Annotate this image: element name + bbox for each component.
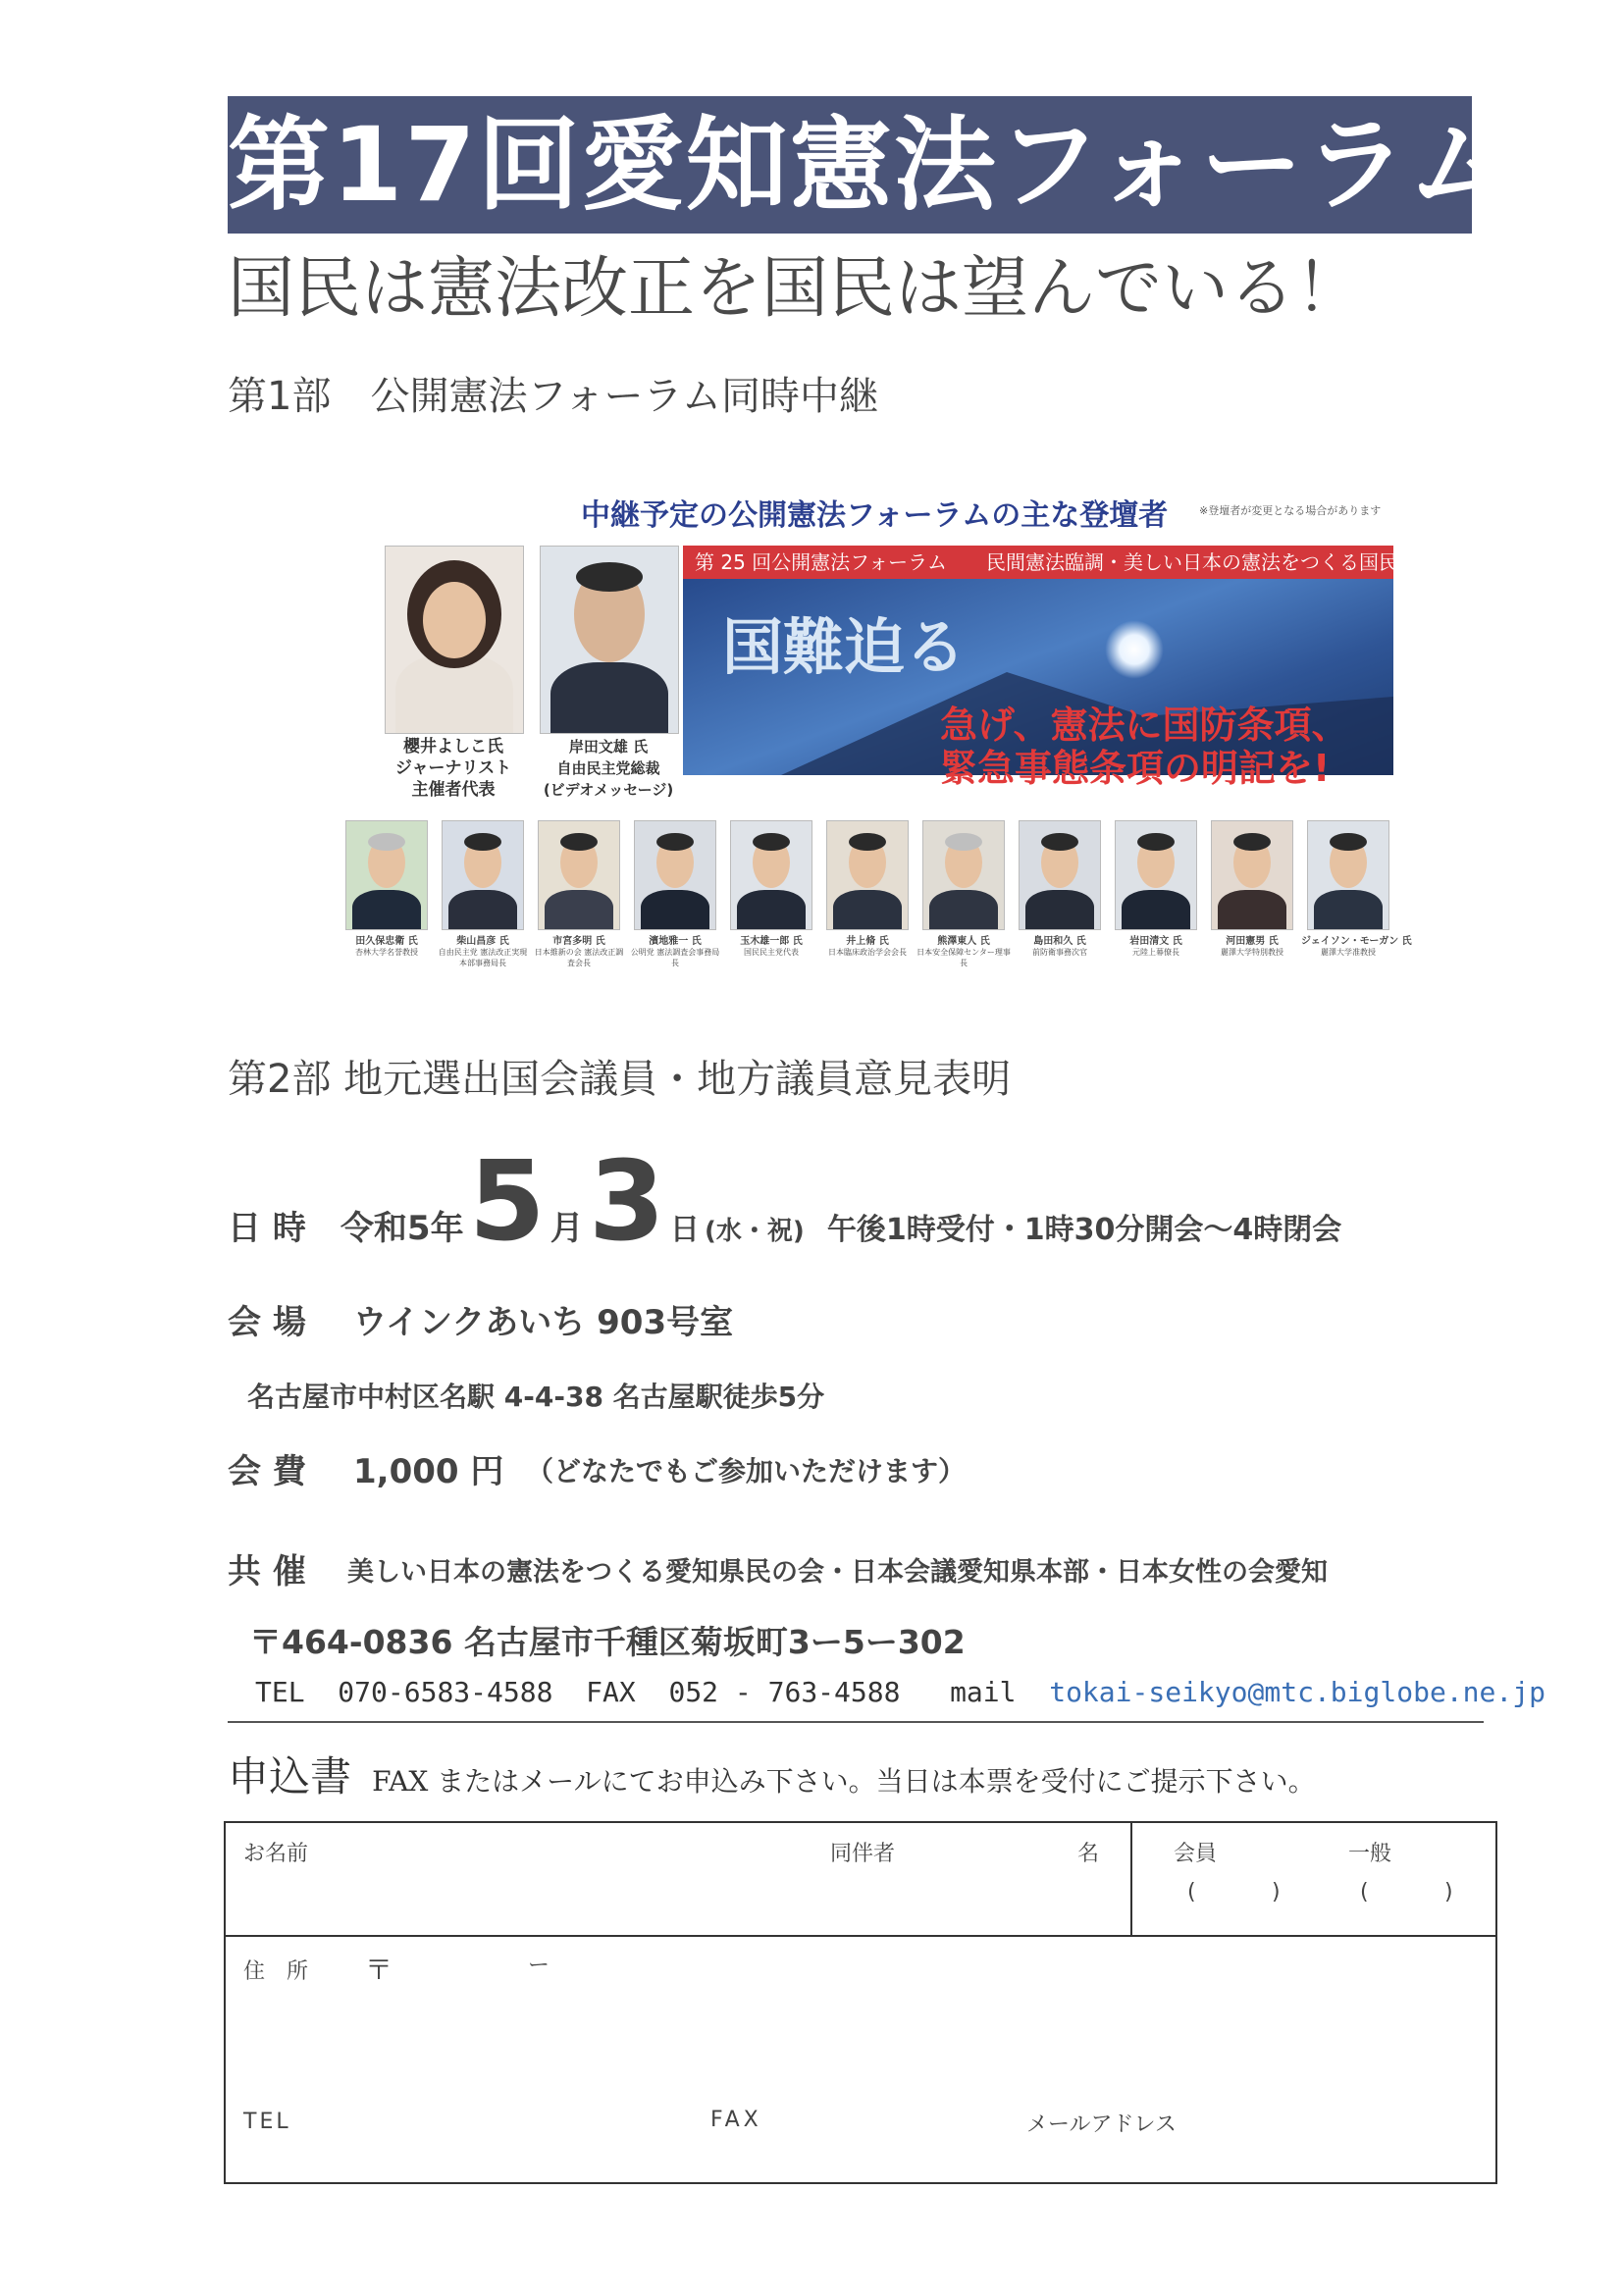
page-title: 第17回愛知憲法フォーラム <box>228 105 1512 225</box>
fax-number: 052 - 763-4588 <box>668 1676 901 1708</box>
name-label: お名前 <box>243 1842 309 1866</box>
member-checkbox[interactable]: ( ) <box>1187 1880 1281 1905</box>
speaker-photo <box>345 820 428 930</box>
speaker-photo <box>922 820 1005 930</box>
date-era: 令和5年 <box>340 1209 464 1248</box>
fax-label: FAX <box>586 1676 636 1708</box>
date-label: 日 時 <box>228 1209 306 1248</box>
speaker-photo <box>1019 820 1101 930</box>
mail-label: mail <box>950 1676 1017 1708</box>
speaker-photo <box>1211 820 1293 930</box>
speaker-caption: 河田憲男 氏 麗澤大学特別教授 <box>1221 936 1283 957</box>
venue-name: ウインクあいち 903号室 <box>353 1303 734 1342</box>
speaker-photo <box>1307 820 1389 930</box>
speaker-photo <box>540 546 679 734</box>
promo-heading: 中継予定の公開憲法フォーラムの主な登壇者 <box>581 498 1169 533</box>
companion-unit: 名 <box>1077 1842 1100 1866</box>
tel-number: 070-6583-4588 <box>338 1676 553 1708</box>
fee-note: （どなたでもご参加いただけます） <box>526 1455 967 1487</box>
fax-label: FAX <box>710 2108 762 2132</box>
form-title: 申込書 <box>228 1752 352 1800</box>
banner-slogan-1: 急げ、憲法に国防条項、 <box>940 704 1349 747</box>
speaker-caption: 岸田文雄 氏 自由民主党総裁 (ビデオメッセージ) <box>543 738 674 799</box>
speaker-photo <box>385 546 524 734</box>
postal-dash: ー <box>528 1954 550 1978</box>
forum-banner <box>683 579 1393 790</box>
speaker-photo <box>826 820 909 930</box>
speaker-caption: 岩田清文 氏 元陸上幕僚長 <box>1129 936 1182 957</box>
date-weekday: (水・祝) <box>704 1217 805 1246</box>
forum-banner-header: 第 25 回公開憲法フォーラム 民間憲法臨調・美しい日本の憲法をつくる国民の会 共催行事 <box>683 546 1393 579</box>
companion-field[interactable] <box>922 1833 1089 1872</box>
speaker-caption: 島田和久 氏 前防衛事務次官 <box>1032 936 1087 957</box>
tel-label: TEL <box>255 1676 305 1708</box>
event-date <box>228 1138 1342 1266</box>
date-day-unit: 日 <box>669 1213 700 1247</box>
divider <box>228 1721 1484 1723</box>
date-day: 3 <box>588 1138 665 1266</box>
date-month: 5 <box>468 1138 546 1266</box>
address-field[interactable] <box>402 1947 1472 2084</box>
divider <box>1130 1823 1132 1935</box>
date-time: 午後1時受付・1時30分開会～4時閉会 <box>826 1213 1342 1247</box>
member-label: 会員 <box>1174 1842 1218 1866</box>
speaker-photo <box>442 820 524 930</box>
fee-amount: 1,000 円 <box>353 1452 504 1491</box>
subtitle: 国民は憲法改正を国民は望んでいる！ <box>228 250 1363 328</box>
speaker-caption: 井上脩 氏 日本臨床政治学会会長 <box>828 936 907 957</box>
title-banner <box>228 96 1512 234</box>
email-label: メールアドレス <box>1026 2113 1177 2137</box>
speaker-caption: 濱地雅一 氏 公明党 憲法調査会事務局長 <box>630 936 720 967</box>
companion-label: 同伴者 <box>830 1842 896 1866</box>
sponsor-label: 共 催 <box>228 1552 306 1592</box>
speaker-caption: 櫻井よしこ氏 ジャーナリスト 主催者代表 <box>394 737 512 800</box>
banner-slogan-2: 緊急事態条項の明記を! <box>940 747 1331 790</box>
speaker-caption: 市宮多明 氏 日本維新の会 憲法改正調査会長 <box>534 936 624 967</box>
date-month-unit: 月 <box>550 1209 584 1248</box>
part2-heading: 第2部 地元選出国会議員・地方議員意見表明 <box>228 1057 1012 1102</box>
speaker-caption: 柴山昌彦 氏 自由民主党 憲法改正実現本部事務局長 <box>438 936 528 967</box>
speaker-caption: 田久保忠衛 氏 杏林大学名誉教授 <box>355 936 418 957</box>
form-header <box>228 1745 1316 1803</box>
part1-heading: 第1部 公開憲法フォーラム同時中継 <box>228 374 879 419</box>
speaker-caption: 熊澤東人 氏 日本安全保障センター理事長 <box>916 936 1011 967</box>
general-checkbox[interactable]: ( ) <box>1360 1880 1453 1905</box>
speaker-photo <box>634 820 716 930</box>
tel-label: TEL <box>243 2110 291 2134</box>
promo-note: ※登壇者が変更となる場合があります <box>1199 504 1382 517</box>
mail-address[interactable]: tokai-seikyo@mtc.biglobe.ne.jp <box>1049 1676 1545 1708</box>
address-label: 住 所 <box>243 1959 309 1984</box>
speaker-caption: ジェイソン・モーガン 氏 麗澤大学准教授 <box>1301 936 1412 957</box>
divider <box>226 1935 1495 1937</box>
venue-address: 名古屋市中村区名駅 4-4-38 名古屋駅徒歩5分 <box>247 1381 825 1413</box>
sponsor-text: 美しい日本の憲法をつくる愛知県民の会・日本会議愛知県本部・日本女性の会愛知 <box>347 1557 1328 1588</box>
email-field[interactable] <box>1197 2102 1482 2141</box>
general-label: 一般 <box>1348 1842 1392 1866</box>
venue-label: 会 場 <box>228 1303 306 1342</box>
speaker-photo <box>538 820 620 930</box>
form-instruction: FAX またはメールにてお申込み下さい。当日は本票を受付にご提示下さい。 <box>372 1765 1316 1798</box>
contact-line <box>255 1676 1545 1708</box>
speaker-caption: 玉木雄一郎 氏 国民民主党代表 <box>740 936 803 957</box>
postal-mark: 〒 <box>365 1954 393 1986</box>
promo-image <box>345 491 1523 991</box>
sun-icon <box>1105 620 1164 679</box>
fee-label: 会 費 <box>228 1452 306 1491</box>
speaker-photo <box>730 820 812 930</box>
name-field[interactable] <box>239 1872 1113 1927</box>
speaker-photo <box>1115 820 1197 930</box>
application-form <box>224 1821 1497 2184</box>
contact-postal: 〒464-0836 名古屋市千種区菊坂町3ー5ー302 <box>249 1623 966 1661</box>
banner-headline: 国難迫る <box>722 611 967 683</box>
